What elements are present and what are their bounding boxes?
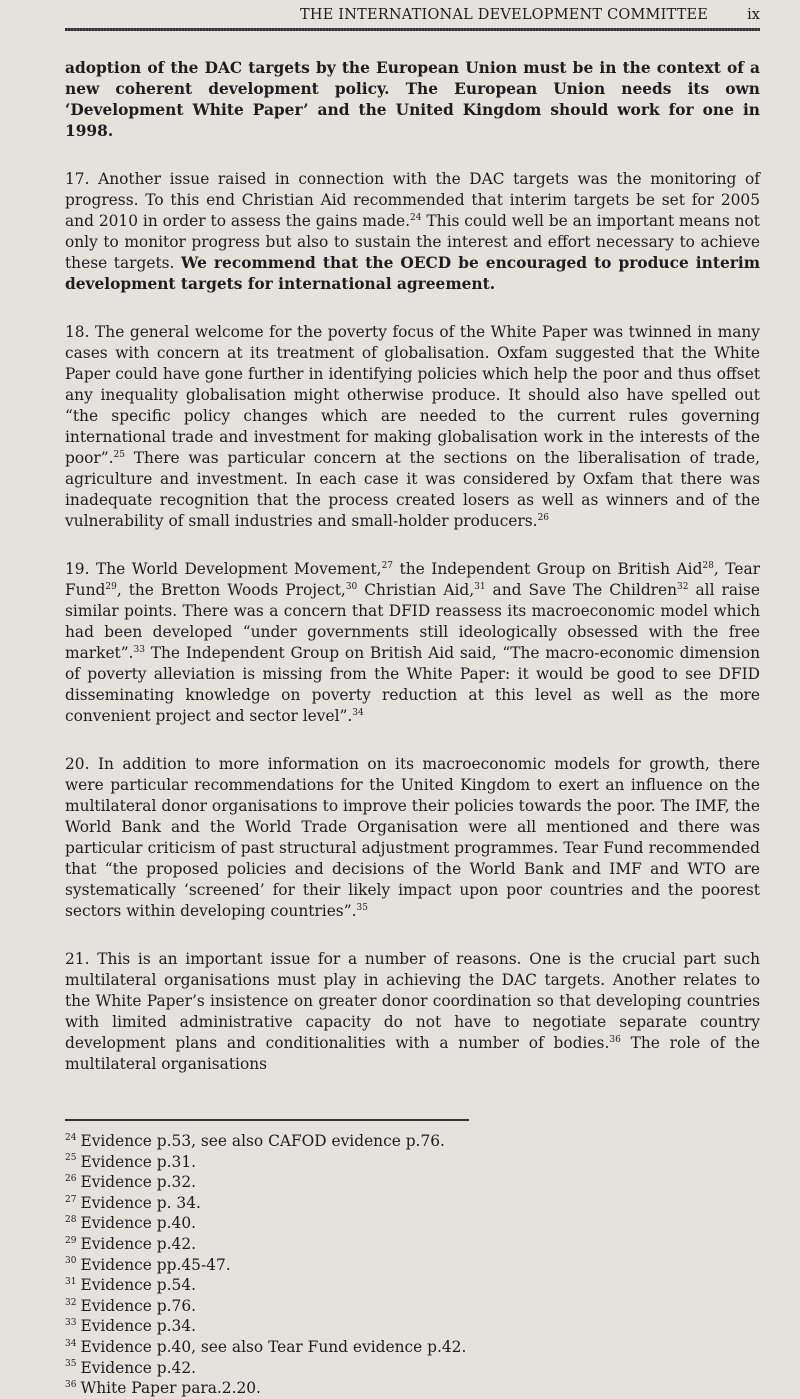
text-run: 17. Another issue raised in connection with the DAC targets was the monitoring of progress. To this end Christian Aid recommended that interim targets be set for 2005 and 2010 in order to assess the gains made.: [65, 170, 760, 230]
footnote-text: Evidence p.53, see also CAFOD evidence p.76.: [80, 1132, 445, 1150]
footnote: [65, 1255, 760, 1276]
paragraph-intro: adoption of the DAC targets by the European Union must be in the context of a new coherent development policy. The European Union needs its own ‘Development White Paper’ and the United Kingdom should work for one in 1998.: [65, 59, 760, 140]
footnote: [65, 1193, 760, 1214]
paragraph-19: [65, 559, 760, 727]
footnote: [65, 1358, 760, 1379]
footnote-number: 26: [65, 1174, 77, 1185]
footnote-ref: 35: [356, 902, 368, 913]
footnote-number: 28: [65, 1215, 77, 1226]
footnote: [65, 1152, 760, 1173]
footnote-text: Evidence p.34.: [80, 1317, 197, 1336]
page-header: [65, 0, 760, 58]
footnote-text: Evidence p.54.: [80, 1276, 197, 1295]
footnote-text: Evidence p.31.: [80, 1152, 197, 1171]
footnote-ref: 25: [113, 449, 125, 460]
footnote: [65, 1172, 760, 1193]
footnote-number: 33: [65, 1318, 77, 1329]
text-run: This could well be an important means not only to monitor progress but also to sustain the interest and effort necessary to achieve these targets.: [65, 212, 760, 272]
text-run: 18. The general welcome for the poverty focus of the White Paper was twinned in many cases with concern at its treatment of globalisation. Oxfam suggested that the White Paper could have gone further in identifying policies which help the poor and thus offset any inequality globalisation might otherwise produce. It should also have spelled out “the specific policy changes which are needed to the current rules governing international trade and investment for making globalisation work in the interests of the poor”.: [65, 323, 760, 467]
footnote-ref: 28: [702, 560, 714, 571]
footnote-ref: 26: [537, 512, 550, 523]
text-run: the Independent Group on British Aid: [393, 560, 703, 578]
paragraph-18: [65, 322, 760, 532]
footnote-ref: 32: [677, 581, 689, 592]
footnote-text: Evidence p.32.: [80, 1173, 197, 1192]
footnote-text: Evidence p.76.: [80, 1296, 197, 1315]
text-run: , Tear Fund: [65, 560, 760, 599]
footnote: [65, 1378, 760, 1399]
footnote: [65, 1275, 760, 1296]
footnotes: [65, 1131, 760, 1399]
footnote-text: Evidence p.40, see also Tear Fund evidence p.42.: [80, 1337, 467, 1356]
text-run: all raise similar points. There was a concern that DFID reassess its macroeconomic model which had been developed “under governments still ideologically obsessed with the free market”.: [65, 581, 760, 662]
page-number: ix: [747, 7, 760, 23]
footnote-number: 25: [65, 1153, 77, 1164]
footnote: [65, 1337, 760, 1358]
footnote: [65, 1316, 760, 1337]
text-run: There was particular concern at the sections on the liberalisation of trade, agriculture and investment. In each case it was considered by Oxfam that there was inadequate recognition that the process created losers as well as winners and of the vulnerability of small industries and small-holder producers.: [65, 449, 760, 530]
footnote-number: 24: [65, 1132, 77, 1143]
footnote: [65, 1131, 760, 1152]
footnote-text: Evidence p.40.: [80, 1214, 197, 1233]
text-run: 19. The World Development Movement,: [65, 560, 382, 578]
footnote-text: White Paper para.2.20.: [80, 1379, 261, 1398]
footnote-ref: 27: [381, 560, 394, 571]
paragraph-17: [65, 169, 760, 295]
footnote: [65, 1234, 760, 1255]
paragraph-20: [65, 754, 760, 922]
footnote-ref: 31: [474, 581, 486, 592]
footnote-ref: 29: [105, 581, 117, 592]
footnote-number: 29: [65, 1235, 77, 1246]
footnote-number: 27: [65, 1194, 77, 1205]
footnote-ref: 34: [352, 707, 364, 718]
footnote-ref: 30: [345, 581, 358, 592]
text-run: 21. This is an important issue for a number of reasons. One is the crucial part such multilateral organisations must play in achieving the DAC targets. Another relates to the White Paper’s insistence on greater donor coordination so that developing countries with limited administrative capacity do not have to negotiate separate country development plans and conditionalities with a number of bodies.: [65, 950, 760, 1052]
footnote-number: 35: [65, 1359, 77, 1370]
recommendation: We recommend that the OECD be encouraged to produce interim development targets for international agreement.: [65, 254, 760, 293]
footnote-number: 30: [65, 1256, 77, 1267]
footnote-number: 31: [65, 1277, 77, 1288]
header-rule: [65, 28, 760, 31]
text-run: Christian Aid,: [357, 581, 475, 599]
text-run: The Independent Group on British Aid said, “The macro-economic dimension of poverty alleviation is missing from the White Paper: it would be good to see DFID disseminating knowledge on poverty reduction at this level as well as the more convenient project and sector level”.: [65, 644, 760, 725]
footnote-ref: 36: [609, 1034, 621, 1045]
footnote-number: 36: [65, 1380, 77, 1390]
footnote-number: 32: [65, 1297, 77, 1308]
footnote-text: Evidence p. 34.: [80, 1193, 201, 1212]
footnote: [65, 1213, 760, 1234]
footnote-ref: 24: [410, 212, 422, 223]
footnote-text: Evidence pp.45-47.: [80, 1255, 231, 1274]
text-run: , the Bretton Woods Project,: [116, 581, 346, 599]
footnote-text: Evidence p.42.: [80, 1358, 197, 1377]
paragraph-21: [65, 949, 760, 1075]
text-run: 20. In addition to more information on its macroeconomic models for growth, there were particular recommendations for the United Kingdom to exert an influence on the multilateral donor organisations to improve their policies towards the poor. The IMF, the World Bank and the World Trade Organisation were all mentioned and there was particular criticism of past structural adjustment programmes. Tear Fund recommended that “the proposed policies and decisions of the World Bank and IMF and WTO are systematically ‘screened’ for their likely impact upon poor countries and the poorest sectors within developing countries”.: [65, 755, 760, 920]
footnote-rule: [65, 1119, 469, 1121]
footnote-ref: 33: [133, 644, 145, 655]
running-title: THE INTERNATIONAL DEVELOPMENT COMMITTEE: [300, 7, 709, 23]
footnote: [65, 1296, 760, 1317]
text-run: The role of the multilateral organisations: [65, 1034, 760, 1073]
text-run: and Save The Children: [485, 581, 678, 599]
footnote-number: 34: [65, 1338, 77, 1349]
footnote-text: Evidence p.42.: [80, 1234, 197, 1253]
